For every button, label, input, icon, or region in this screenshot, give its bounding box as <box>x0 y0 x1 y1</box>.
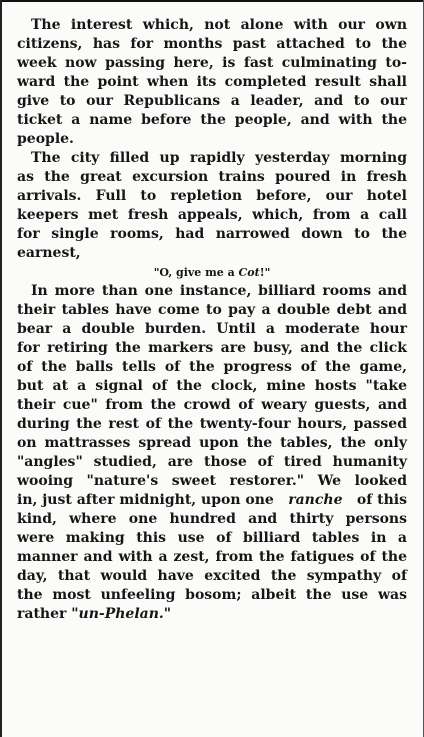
text-line: during the rest of the twenty-four hours, passed <box>17 416 407 432</box>
top-border-rule <box>0 0 424 2</box>
text-line: manner and with a zest, from the fatigues of the <box>17 549 407 565</box>
text-line: give to our Republicans a leader, and to our <box>17 93 407 109</box>
text-line: their cue" from the crowd of weary guests, and <box>17 397 407 413</box>
text-line: the most unfeeling bosom; albeit the use was <box>17 587 407 603</box>
phelan-word: un-Phelan. <box>78 606 164 622</box>
text-line: citizens, has for months past attached to the <box>17 36 407 52</box>
text-line: were making this use of billiard tables in a <box>17 530 407 546</box>
text-line: bear a double burden. Until a moderate hour <box>17 321 407 337</box>
paragraph-1 <box>17 16 407 149</box>
text-line: keepers met fresh appeals, which, from a call <box>17 207 407 223</box>
text-line: The interest which, not alone with our own <box>31 17 407 33</box>
text-line: ticket a name before the people, and with the <box>17 112 407 128</box>
text-line: ward the point when its completed result shall <box>17 74 407 90</box>
quote-suffix: !" <box>259 266 271 279</box>
quote-prefix: "O, give me a <box>153 266 239 279</box>
text-line: their tables have come to pay a double debt and <box>17 302 407 318</box>
text-line: "angles" studied, are those of tired humanity <box>17 454 407 470</box>
text-line: week now passing here, is fast culminating to- <box>17 55 407 71</box>
text-line: of the balls tells of the progress of the game, <box>17 359 407 375</box>
article-column <box>17 16 407 624</box>
text-line: but at a signal of the clock, mine hosts "take <box>17 378 407 394</box>
text-line: earnest, <box>17 245 81 261</box>
text-line: In more than one instance, billiard rooms and <box>31 283 407 299</box>
quote-word: Cot <box>238 266 260 279</box>
ranche-word: ranche <box>288 492 343 508</box>
paragraph-2 <box>17 149 407 263</box>
text-line: for single rooms, had narrowed down to the <box>17 226 407 242</box>
text-line <box>17 491 407 510</box>
quote-line <box>17 263 407 282</box>
text-line: on mattrasses spread upon the tables, the only <box>17 435 407 451</box>
text-line: as the great excursion trains poured in fresh <box>17 169 407 185</box>
text-line: kind, where one hundred and thirty persons <box>17 511 407 527</box>
text-line: The city filled up rapidly yesterday morning <box>31 150 407 166</box>
text-fragment: in, just after midnight, upon one <box>17 492 274 508</box>
text-fragment: " <box>163 606 172 622</box>
text-line: arrivals. Full to repletion before, our hotel <box>17 188 407 204</box>
text-line: people. <box>17 131 74 147</box>
text-line <box>17 605 407 624</box>
text-fragment: rather " <box>17 606 79 622</box>
paragraph-3 <box>17 282 407 624</box>
left-border-rule <box>0 0 2 737</box>
text-fragment: of this <box>356 492 407 508</box>
text-line: day, that would have excited the sympathy of <box>17 568 407 584</box>
text-line: wooing "nature's sweet restorer." We looked <box>17 473 407 489</box>
text-line: for retiring the markers are busy, and the click <box>17 340 407 356</box>
